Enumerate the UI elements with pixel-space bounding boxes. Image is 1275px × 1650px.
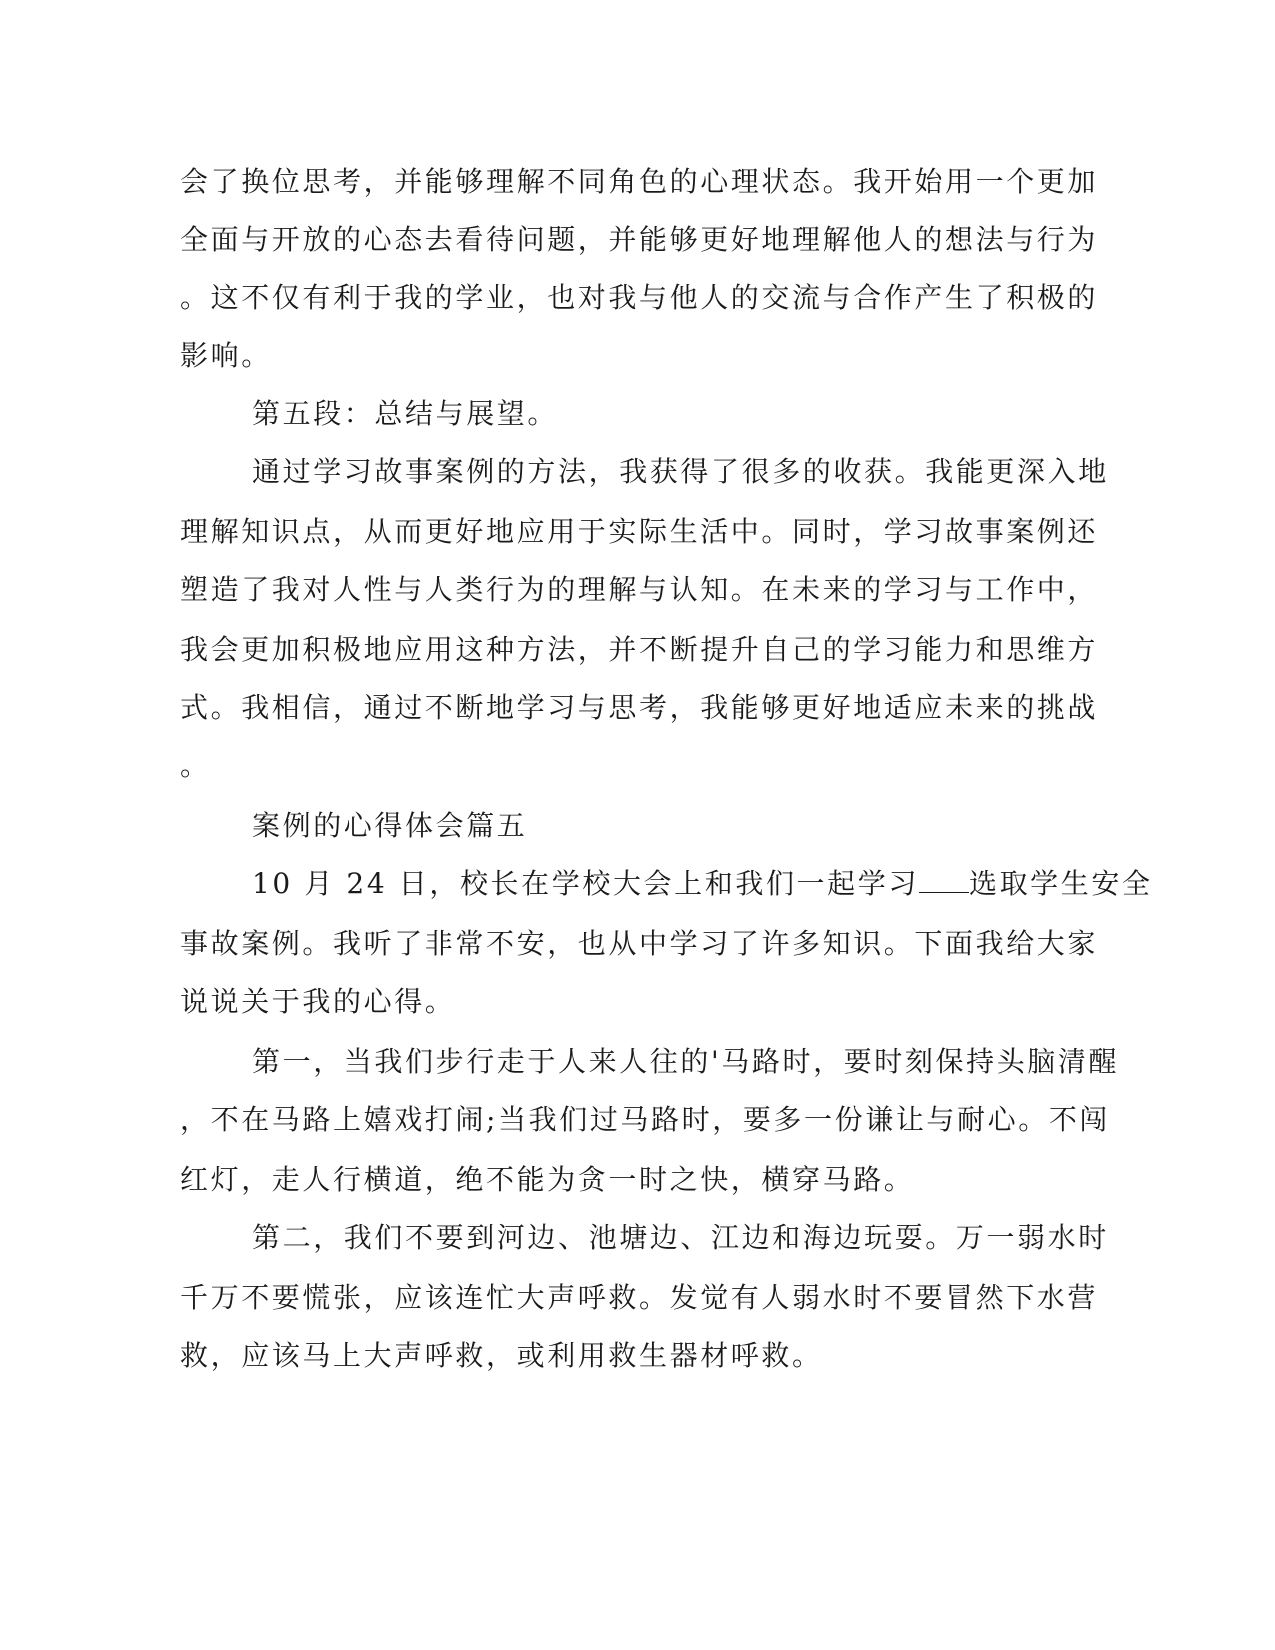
text-line: 通过学习故事案例的方法，我获得了很多的收获。我能更深入地	[252, 455, 1109, 488]
text-line: 影响。	[180, 339, 272, 372]
text-line: 理解知识点，从而更好地应用于实际生活中。同时，学习故事案例还	[180, 515, 1099, 548]
text-line-with-blank	[252, 866, 1153, 902]
text-line: 救，应该马上大声呼救，或利用救生器材呼救。	[180, 1339, 823, 1372]
text-line: 说说关于我的心得。	[180, 985, 456, 1018]
text-line: 全面与开放的心态去看待问题，并能够更好地理解他人的想法与行为	[180, 223, 1099, 256]
text-line: 千万不要慌张，应该连忙大声呼救。发觉有人弱水时不要冒然下水营	[180, 1281, 1099, 1314]
text-line: ，不在马路上嬉戏打闹;当我们过马路时，要多一份谦让与耐心。不闯	[180, 1103, 1111, 1136]
text-line: 。这不仅有利于我的学业，也对我与他人的交流与合作产生了积极的	[180, 281, 1099, 314]
text-segment: 选取学生安全	[968, 867, 1153, 900]
text-line: 。	[180, 749, 211, 782]
text-line: 会了换位思考，并能够理解不同角色的心理状态。我开始用一个更加	[180, 165, 1099, 198]
text-line: 事故案例。我听了非常不安，也从中学习了许多知识。下面我给大家	[180, 927, 1099, 960]
text-line: 塑造了我对人性与人类行为的理解与认知。在未来的学习与工作中，	[180, 573, 1099, 606]
text-line: 第一，当我们步行走于人来人往的'马路时，要时刻保持头脑清醒	[252, 1045, 1120, 1078]
text-segment: 10 月 24 日，校长在学校大会上和我们一起学习	[252, 867, 919, 900]
fill-in-blank	[919, 866, 969, 893]
text-line: 红灯，走人行横道，绝不能为贪一时之快，横穿马路。	[180, 1163, 915, 1196]
article-title: 案例的心得体会篇五	[252, 809, 528, 842]
text-line: 式。我相信，通过不断地学习与思考，我能够更好地适应未来的挑战	[180, 691, 1099, 724]
text-line: 我会更加积极地应用这种方法，并不断提升自己的学习能力和思维方	[180, 633, 1099, 666]
section-heading: 第五段：总结与展望。	[252, 397, 559, 430]
text-line: 第二，我们不要到河边、池塘边、江边和海边玩耍。万一弱水时	[252, 1221, 1109, 1254]
